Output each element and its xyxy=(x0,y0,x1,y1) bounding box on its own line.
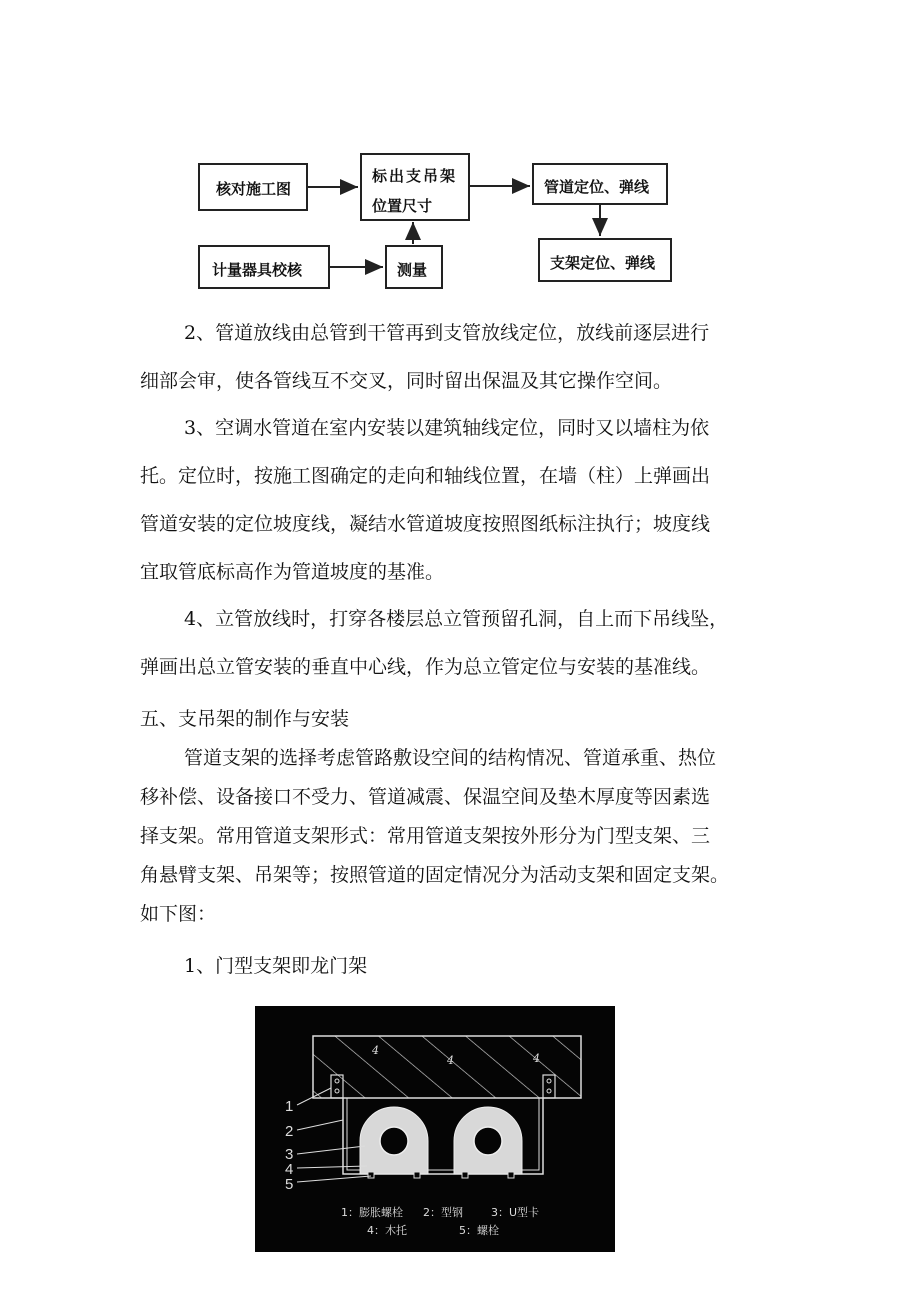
flow-box-label: 支架定位、弹线 xyxy=(550,254,656,272)
flow-box-measure xyxy=(385,245,443,289)
list-item-text: 1、门型支架即龙门架 xyxy=(184,955,368,977)
flow-box-pipe-positioning xyxy=(532,163,668,205)
flow-box-label: 管道定位、弹线 xyxy=(544,178,650,196)
legend-item: 4：木托 xyxy=(367,1224,407,1237)
slab-mark: 4 xyxy=(447,1054,454,1067)
flow-box-label: 计量器具校核 xyxy=(212,261,303,279)
flow-box-instrument-calibration xyxy=(198,245,330,289)
flow-box-support-positioning xyxy=(538,238,672,282)
callout-2: 2 xyxy=(285,1123,294,1140)
legend-item: 1：膨胀螺栓 xyxy=(341,1206,403,1219)
flow-box-label: 测量 xyxy=(397,261,428,279)
text-line: 宜取管底标高作为管道坡度的基准。 xyxy=(140,561,445,583)
section-title: 五、支吊架的制作与安装 xyxy=(140,708,350,730)
text-line: 移补偿、设备接口不受力、管道减震、保温空间及垫木厚度等因素选 xyxy=(140,786,711,808)
slab-mark: 4 xyxy=(372,1044,379,1057)
text-line: 2、管道放线由总管到干管再到支管放线定位，放线前逐层进行 xyxy=(184,322,710,344)
legend-item: 5：螺栓 xyxy=(459,1224,499,1237)
concrete-slab xyxy=(313,1036,581,1098)
text-line: 择支架。常用管道支架形式：常用管道支架按外形分为门型支架、三 xyxy=(140,825,711,847)
text-line: 托。定位时，按施工图确定的走向和轴线位置，在墙（柱）上弹画出 xyxy=(140,465,711,487)
pipe-left xyxy=(380,1127,408,1155)
text-line: 管道安装的定位坡度线，凝结水管道坡度按照图纸标注执行；坡度线 xyxy=(140,513,711,535)
text-line: 管道支架的选择考虑管路敷设空间的结构情况、管道承重、热位 xyxy=(184,747,717,769)
flow-box-label: 核对施工图 xyxy=(216,180,292,198)
pipe-right xyxy=(474,1127,502,1155)
callout-1: 1 xyxy=(285,1098,294,1115)
legend-item: 2：型钢 xyxy=(423,1206,463,1219)
flowchart xyxy=(0,0,920,300)
flowchart-arrows xyxy=(0,0,920,300)
text-line: 细部会审，使各管线互不交叉，同时留出保温及其它操作空间。 xyxy=(140,370,673,392)
text-line: 弹画出总立管安装的垂直中心线，作为总立管定位与安装的基准线。 xyxy=(140,656,711,678)
callout-3: 3 xyxy=(285,1146,294,1163)
gantry-support-figure xyxy=(255,1006,615,1252)
legend-item: 3：U型卡 xyxy=(491,1206,540,1219)
text-line: 3、空调水管道在室内安装以建筑轴线定位，同时又以墙柱为依 xyxy=(184,417,710,439)
flow-box-label-line2: 位置尺寸 xyxy=(372,197,433,215)
text-line: 4、立管放线时，打穿各楼层总立管预留孔洞，自上而下吊线坠， xyxy=(184,608,729,630)
callout-5: 5 xyxy=(285,1176,294,1193)
callout-4: 4 xyxy=(285,1161,294,1178)
flow-box-check-drawings xyxy=(198,163,308,211)
flow-box-label-line1: 标出支吊架 xyxy=(372,167,458,185)
slab-mark: 4 xyxy=(533,1052,540,1065)
text-line: 如下图： xyxy=(140,903,217,925)
flow-box-mark-supports xyxy=(360,153,470,221)
text-line: 角悬臂支架、吊架等；按照管道的固定情况分为活动支架和固定支架。 xyxy=(140,864,730,886)
